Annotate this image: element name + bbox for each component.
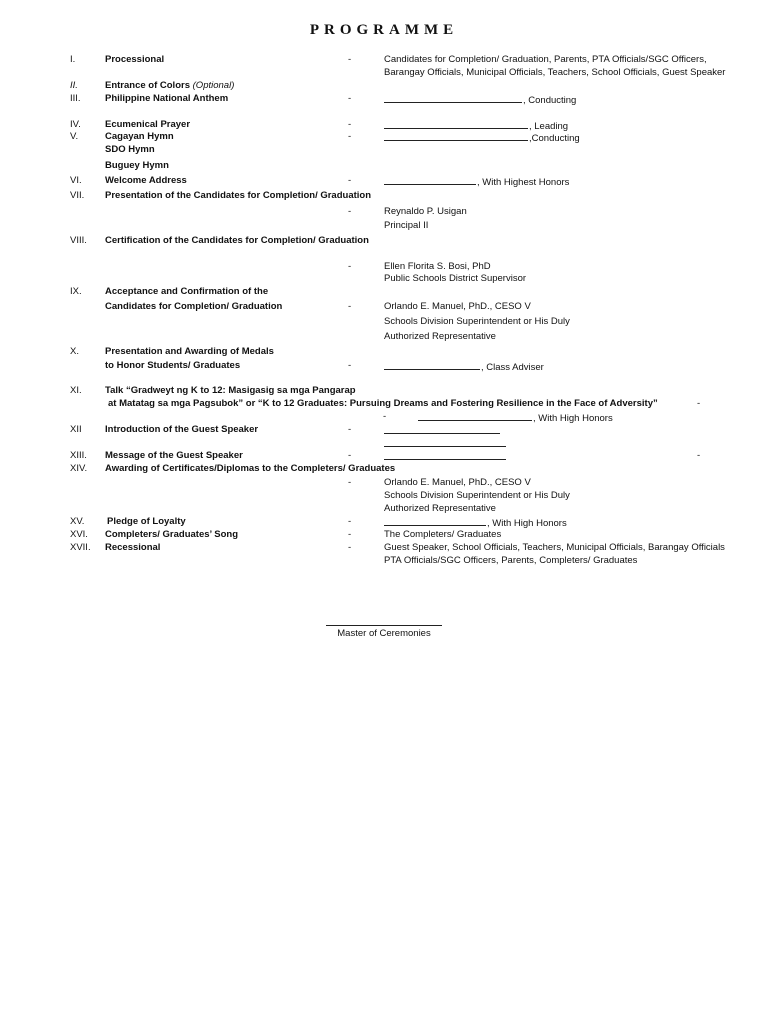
dash: - <box>697 450 701 461</box>
item-number: II. <box>70 80 78 91</box>
item-number: X. <box>70 346 79 357</box>
item-number: XIII. <box>70 450 87 461</box>
item-label-awarding-certificates: Awarding of Certificates/Diplomas to the Completers/ Graduates <box>105 463 396 474</box>
item-label-welcome-address: Welcome Address <box>105 175 187 186</box>
item-label-introduction-guest-speaker: Introduction of the Guest Speaker <box>105 424 259 435</box>
superintendent-title-cont: Authorized Representative <box>384 503 496 514</box>
item-label-sdo-hymn: SDO Hymn <box>105 144 155 155</box>
dash: - <box>348 450 352 461</box>
item-label-awarding-medals: Presentation and Awarding of Medals <box>105 346 274 357</box>
speaker-line: , With Highest Honors <box>384 175 569 189</box>
certifier-name: Ellen Florita S. Bosi, PhD <box>384 261 491 272</box>
item-number: VIII. <box>70 235 87 246</box>
item-number: XVII. <box>70 542 91 553</box>
superintendent-title-cont: Authorized Representative <box>384 331 496 342</box>
blank-line <box>384 437 506 447</box>
item-label-acceptance: Acceptance and Confirmation of the <box>105 286 269 297</box>
recessional-participants: Guest Speaker, School Officials, Teachers, Municipal Officials, Barangay Officials <box>384 542 725 553</box>
item-number: VII. <box>70 190 85 201</box>
item-label-entrance-of-colors: Entrance of Colors (Optional) <box>105 80 235 91</box>
item-label-recessional: Recessional <box>105 542 161 553</box>
blank-line <box>418 411 532 421</box>
superintendent-name: Orlando E. Manuel, PhD., CESO V <box>384 301 531 312</box>
participants-line: Candidates for Completion/ Graduation, Parents, PTA Officials/SGC Officers, <box>384 54 707 65</box>
item-number: XV. <box>70 516 85 527</box>
conductor-line: ,Conducting <box>384 131 580 145</box>
song-performers: The Completers/ Graduates <box>384 529 502 540</box>
item-label-graduates-song: Completers/ Graduates’ Song <box>105 529 239 540</box>
talk-speaker-line: , With High Honors <box>418 411 613 425</box>
introducer-line-2 <box>384 437 507 451</box>
certifier-title: Public Schools District Supervisor <box>384 273 527 284</box>
dash: - <box>348 119 352 130</box>
superintendent-title: Schools Division Superintendent or His Duly <box>384 490 570 501</box>
item-label-presentation-of-candidates: Presentation of the Candidates for Completion/ Graduation <box>105 190 372 201</box>
blank-line <box>384 119 528 129</box>
item-label-certification: Certification of the Candidates for Completion/ Graduation <box>105 235 369 246</box>
item-number: XI. <box>70 385 82 396</box>
item-number: XIV. <box>70 463 88 474</box>
item-label-processional: Processional <box>105 54 165 65</box>
blank-line <box>384 424 500 434</box>
blank-line <box>384 450 506 460</box>
superintendent-name: Orlando E. Manuel, PhD., CESO V <box>384 477 531 488</box>
superintendent-title: Schools Division Superintendent or His Duly <box>384 316 570 327</box>
item-number: XVI. <box>70 529 88 540</box>
prayer-leader-line: , Leading <box>384 119 568 133</box>
dash: - <box>348 206 352 217</box>
optional-note: (Optional) <box>192 80 235 91</box>
conductor-line: , Conducting <box>384 93 576 107</box>
signature-line <box>326 625 442 626</box>
guest-speaker-line <box>384 450 507 464</box>
item-label-buguey-hymn: Buguey Hymn <box>105 160 169 171</box>
presenter-title: Principal II <box>384 220 429 231</box>
introducer-line <box>384 424 501 438</box>
blank-line <box>384 175 476 185</box>
dash: - <box>348 175 352 186</box>
item-number: VI. <box>70 175 82 186</box>
item-label-message-guest-speaker: Message of the Guest Speaker <box>105 450 243 461</box>
recessional-participants-cont: PTA Officials/SGC Officers, Parents, Completers/ Graduates <box>384 555 638 566</box>
item-number: V. <box>70 131 79 142</box>
adviser-line: , Class Adviser <box>384 360 544 374</box>
dash: - <box>383 411 387 422</box>
blank-line <box>384 93 522 103</box>
presenter-name: Reynaldo P. Usigan <box>384 206 467 217</box>
item-label-cagayan-hymn: Cagayan Hymn <box>105 131 174 142</box>
dash: - <box>348 93 352 104</box>
master-of-ceremonies-label: Master of Ceremonies <box>337 628 431 639</box>
blank-line <box>384 360 480 370</box>
dash: - <box>348 131 352 142</box>
participants-line: Barangay Officials, Municipal Officials, Teachers, School Officials, Guest Speaker <box>384 67 726 78</box>
blank-line <box>384 516 486 526</box>
item-number: III. <box>70 93 81 104</box>
item-number: IX. <box>70 286 82 297</box>
item-number: IV. <box>70 119 81 130</box>
dash: - <box>348 261 352 272</box>
dash: - <box>348 301 352 312</box>
item-number: XII <box>70 424 82 435</box>
blank-line <box>384 131 528 141</box>
dash: - <box>348 529 352 540</box>
pledge-leader-line: , With High Honors <box>384 516 567 530</box>
dash: - <box>348 424 352 435</box>
dash: - <box>348 542 352 553</box>
dash: - <box>697 398 701 409</box>
dash: - <box>348 477 352 488</box>
dash: - <box>348 516 352 527</box>
item-label-pledge-of-loyalty: Pledge of Loyalty <box>107 516 186 527</box>
item-label-talk: Talk “Gradweyt ng K to 12: Masigasig sa mga Pangarap <box>105 385 356 396</box>
item-label-ecumenical-prayer: Ecumenical Prayer <box>105 119 191 130</box>
item-number: I. <box>70 54 76 65</box>
item-label-talk-cont: at Matatag sa mga Pagsubok” or “K to 12 Graduates: Pursuing Dreams and Fostering Resilience in the Face of Adversity” <box>108 398 658 409</box>
item-label-awarding-medals-cont: to Honor Students/ Graduates <box>105 360 241 371</box>
dash: - <box>348 54 352 65</box>
item-label-acceptance-cont: Candidates for Completion/ Graduation <box>105 301 283 312</box>
dash: - <box>348 360 352 371</box>
page-title: PROGRAMME <box>309 22 459 38</box>
item-label-national-anthem: Philippine National Anthem <box>105 93 229 104</box>
